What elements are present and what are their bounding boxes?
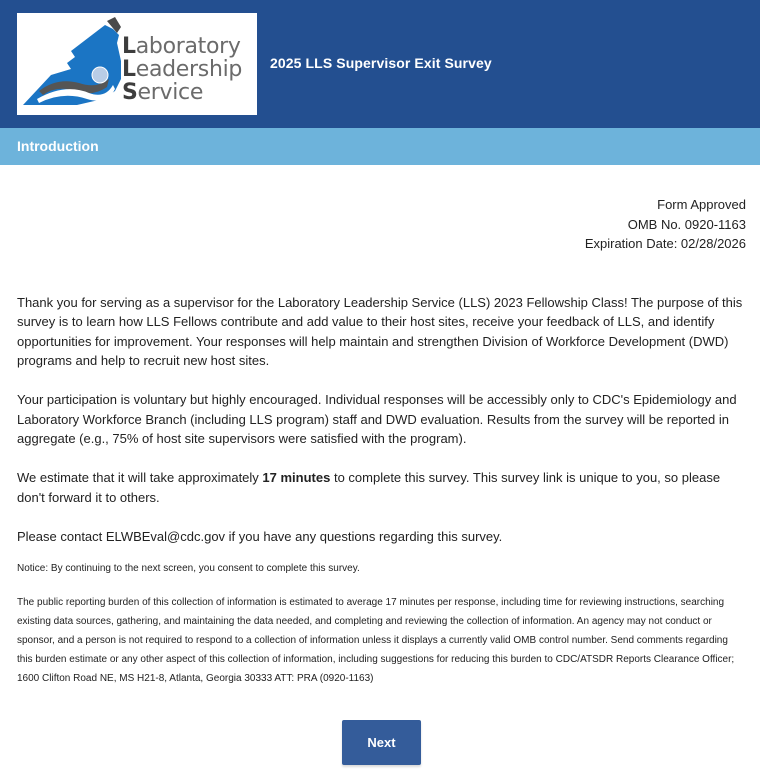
time-estimate-paragraph <box>17 468 746 507</box>
section-title: Introduction <box>0 128 760 165</box>
contact-paragraph: Please contact ELWBEval@cdc.gov if you have any questions regarding this survey. <box>17 528 503 544</box>
form-approved-text: Form Approved <box>657 197 746 212</box>
consent-notice: Notice: By continuing to the next screen, you consent to complete this survey. <box>17 563 360 574</box>
logo-word-laboratory: aboratory <box>135 34 241 59</box>
logo-cap-l1: L <box>122 34 136 59</box>
participation-paragraph: Your participation is voluntary but highly encouraged. Individual responses will be accessibly only to CDC's Epidemiology and Laboratory Workforce Branch (including LLS program) staff and DWD evaluation. Results from the survey will be reported in aggregate (e.g., 75% of host site supervisors were satisfied with the program). <box>17 392 737 446</box>
burden-statement: The public reporting burden of this collection of information is estimated to average 17 minutes per response, including time for reviewing instructions, searching existing data sources, gathering, and maintaining the data needed, and completing and reviewing the collection of information. An agency may not conduct or sponsor, and a person is not required to respond to a collection of information unless it displays a currently valid OMB control number. Send comments regarding this burden estimate or any other aspect of this collection of information, including suggestions for reducing this burden to CDC/ATSDR Reports Clearance Officer; 1600 Clifton Road NE, MS H21-8, Atlanta, Georgia 30333 ATT: PRA (0920-1163) <box>17 597 735 684</box>
logo-wordmark <box>122 35 242 104</box>
logo-word-service: ervice <box>137 80 204 105</box>
logo-word-leadership: eadership <box>135 57 243 82</box>
logo-cap-s: S <box>122 80 138 105</box>
survey-title: 2025 LLS Supervisor Exit Survey <box>270 55 492 71</box>
time-estimate-duration: 17 minutes <box>262 470 331 485</box>
survey-header <box>0 0 760 128</box>
survey-content <box>0 195 760 765</box>
omb-number: OMB No. 0920-1163 <box>627 216 746 232</box>
next-button[interactable]: Next <box>342 720 421 765</box>
time-estimate-prefix: We estimate that it will take approximately <box>17 470 263 485</box>
expiration-date: Expiration Date: 02/28/2026 <box>584 236 746 251</box>
lls-logo <box>17 13 257 115</box>
navigation-buttons <box>17 720 746 765</box>
intro-paragraph: Thank you for serving as a supervisor for the Laboratory Leadership Service (LLS) 2023 Fellowship Class! The purpose of this survey is to learn how LLS Fellows contribute and add value to their host sites, receive your feedback of LLS, and identify opportunities for improvement. Your responses will help maintain and strengthen Division of Workforce Development (DWD) programs and help to recruit new host sites. <box>17 294 743 368</box>
logo-cap-l2: L <box>122 57 136 82</box>
form-approval-info <box>17 195 746 254</box>
time-estimate-suffix: to complete this survey. This survey link is unique to you, so please don't forward it to others. <box>17 470 721 505</box>
